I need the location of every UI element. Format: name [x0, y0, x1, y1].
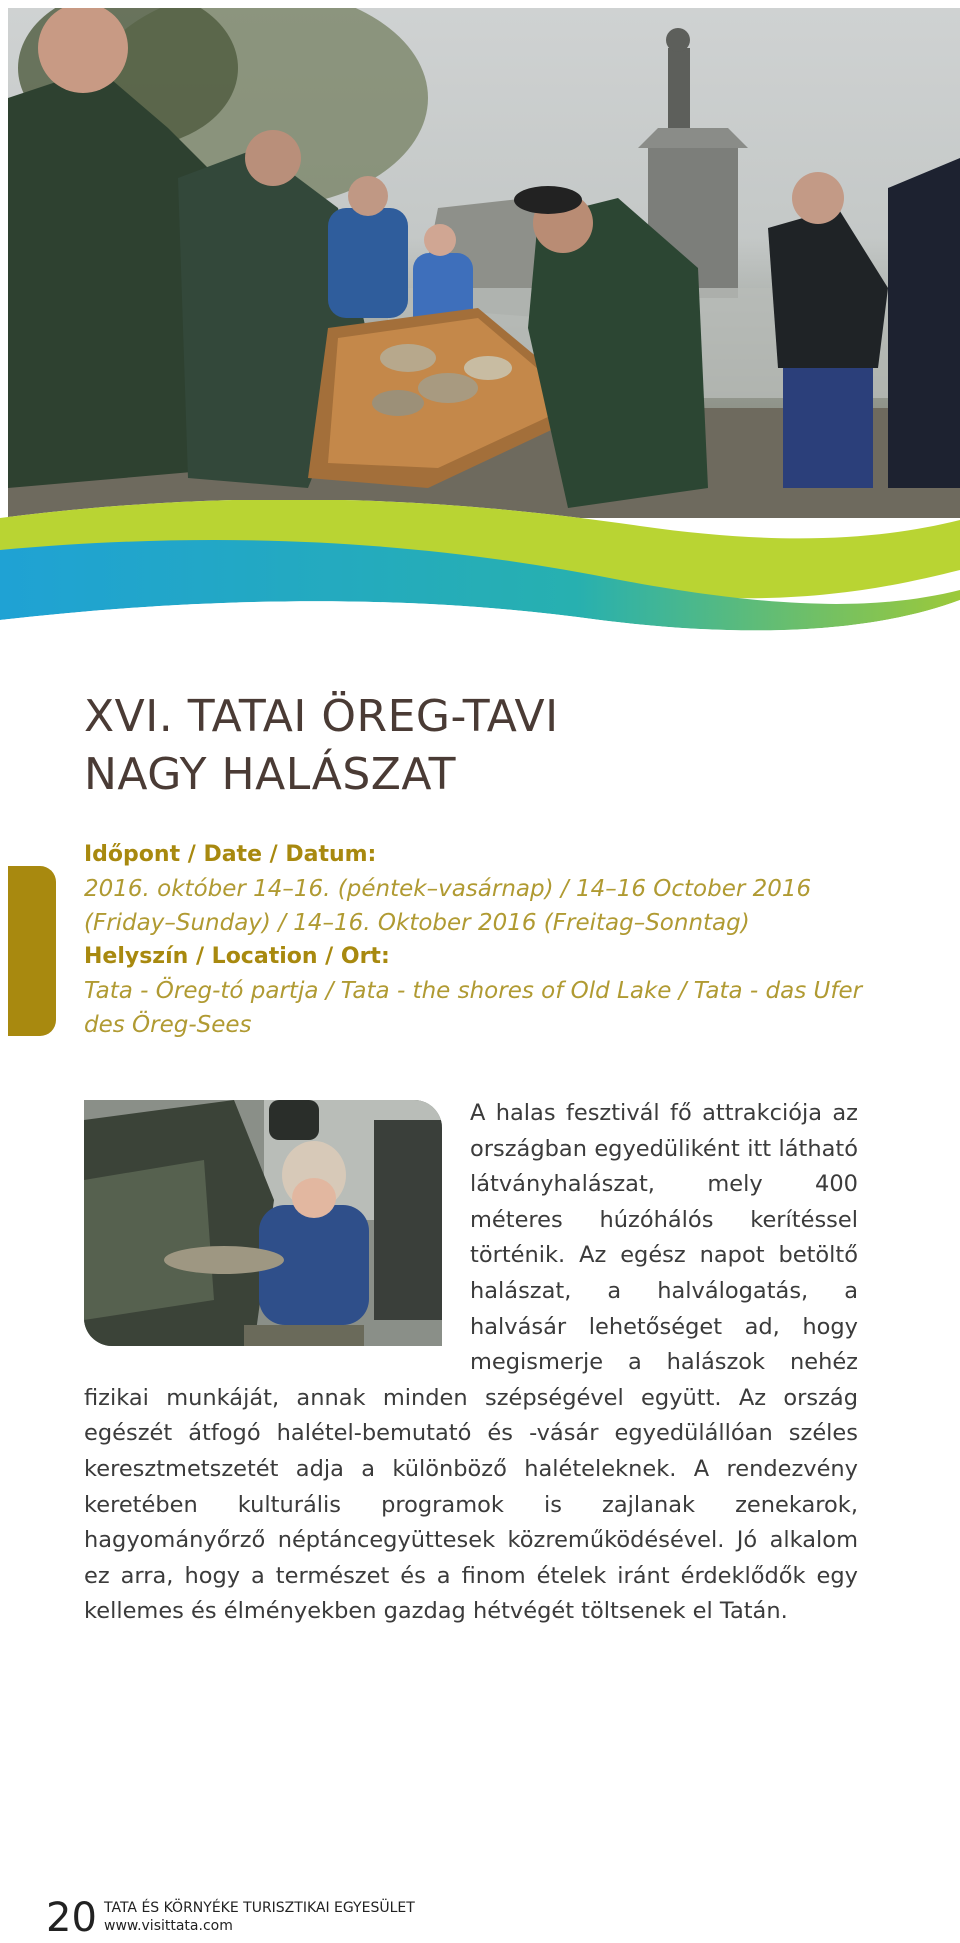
footer-organization: TATA ÉS KÖRNYÉKE TURISZTIKAI EGYESÜLET [104, 1900, 415, 1916]
footer-website-link[interactable]: www.visittata.com [104, 1918, 233, 1934]
title-line-2: NAGY HALÁSZAT [84, 749, 456, 800]
side-tab-marker [8, 866, 56, 1036]
location-value: Tata - Öreg-tó partja / Tata - the shores of Old Lake / Tata - das Ufer des Öreg-Sees [84, 978, 863, 1038]
article-text: A halas fesztivál fő attrakciója az országban egyedüliként itt látható látványhalászat, mely 400 méteres húzóhálós kerítéssel történik. Az egész napot betöltő halászat, a halválogatás, a halvásár lehetőséget ad, hogy megismerje a halászok nehéz fizikai munkáját, annak minden szépségével együtt. Az ország egészét átfogó halétel-bemutató és -vásár egyedülállóan széles keresztmetszetét adja a különböző halételeknek. A rendezvény keretében kulturális programok is zajlanak zenekarok, hagyományőrző néptáncegyüttesek közreműködésével. Jó alkalom ez arra, hogy a természet és a finom ételek iránt érdeklődők egy kellemes és élményekben gazdag hétvégét töltsenek el Tatán. [84, 1100, 858, 1625]
decorative-wave [0, 500, 960, 660]
event-info [84, 838, 884, 1042]
title-line-1: XVI. TATAI ÖREG-TAVI [84, 691, 559, 742]
hero-photo [8, 8, 960, 518]
location-label: Helyszín / Location / Ort: [84, 944, 390, 969]
photo-fishermen-sorting-fish-icon [8, 8, 960, 518]
date-label: Időpont / Date / Datum: [84, 842, 377, 867]
photo-float-spacer [84, 1096, 470, 1352]
page-title [84, 688, 904, 804]
date-value: 2016. október 14–16. (péntek–vasárnap) / 14–16 October 2016 (Friday–Sunday) / 14–16. Oktober 2016 (Freitag–Sonntag) [84, 876, 812, 936]
page-number: 20 [46, 1895, 97, 1941]
article-body [84, 1096, 858, 1630]
